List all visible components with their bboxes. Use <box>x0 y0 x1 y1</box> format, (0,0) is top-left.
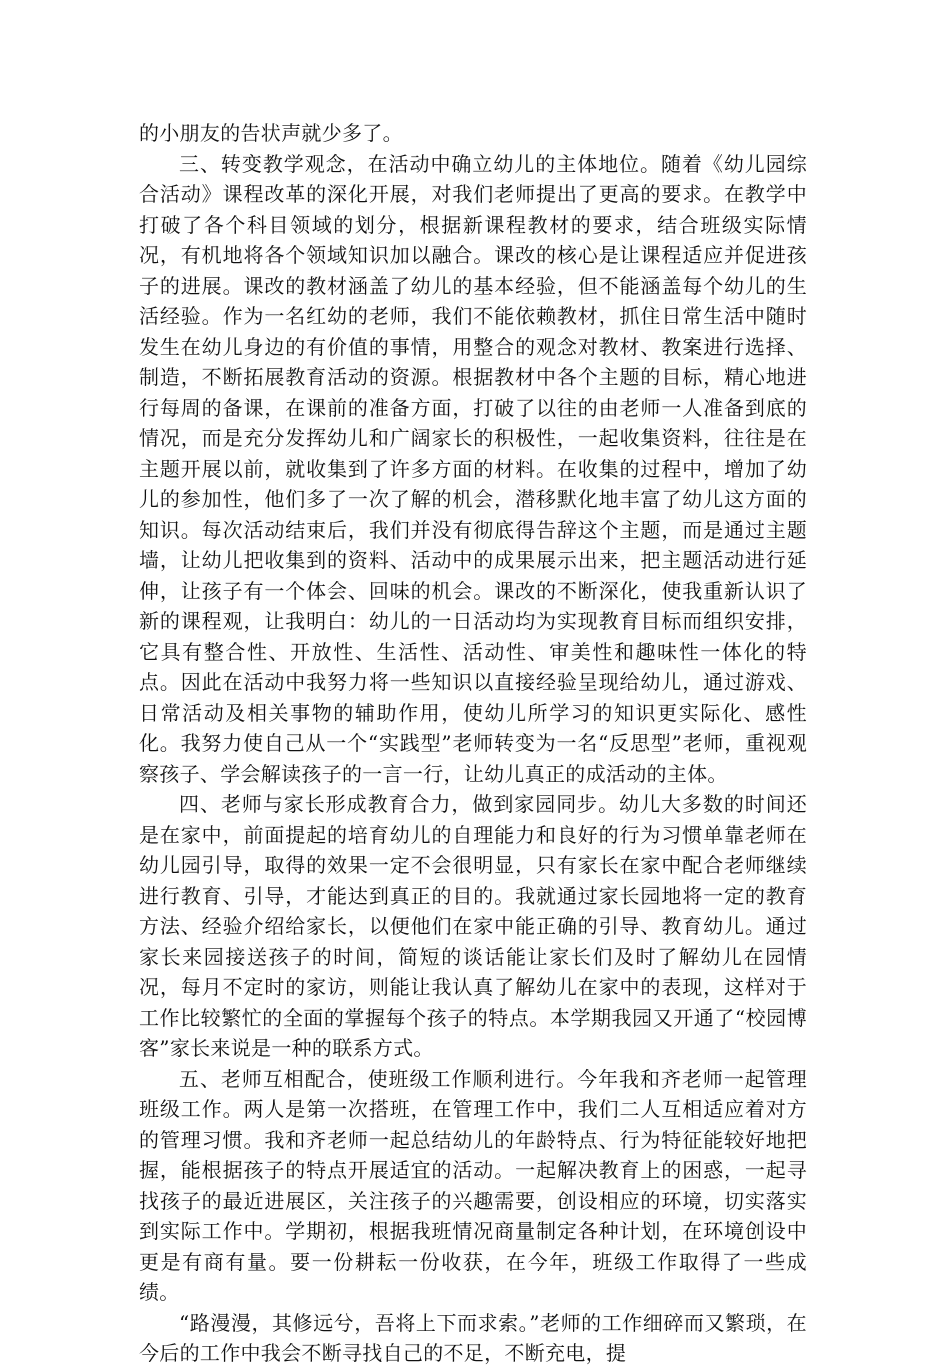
paragraph-closing: “路漫漫，其修远兮，吾将上下而求索。”老师的工作细碎而又繁琐，在今后的工作中我会不断寻找自己的不足，不断充电，提 <box>139 1310 807 1365</box>
document-body <box>139 118 807 1369</box>
paragraph-section-three: 三、转变教学观念，在活动中确立幼儿的主体地位。随着《幼儿园综合活动》课程改革的深化开展，对我们老师提出了更高的要求。在教学中打破了各个科目领域的划分，根据新课程教材的要求，结合班级实际情况，有机地将各个领域知识加以融合。课改的核心是让课程适应并促进孩子的进展。课改的教材涵盖了幼儿的基本经验，但不能涵盖每个幼儿的生活经验。作为一名红幼的老师，我们不能依赖教材，抓住日常生活中随时发生在幼儿身边的有价值的事情，用整合的观念对教材、教案进行选择、制造，不断拓展教育活动的资源。根据教材中各个主题的目标，精心地进行每周的备课，在课前的准备方面，打破了以往的由老师一人准备到底的情况，而是充分发挥幼儿和广阔家长的积极性，一起收集资料，往往是在主题开展以前，就收集到了许多方面的材料。在收集的过程中，增加了幼儿的参加性，他们多了一次了解的机会，潜移默化地丰富了幼儿这方面的知识。每次活动结束后，我们并没有彻底得告辞这个主题，而是通过主题墙，让幼儿把收集到的资料、活动中的成果展示出来，把主题活动进行延伸，让孩子有一个体会、回味的机会。课改的不断深化，使我重新认识了新的课程观，让我明白：幼儿的一日活动均为实现教育目标而组织安排，它具有整合性、开放性、生活性、活动性、审美性和趣味性一体化的特点。因此在活动中我努力将一些知识以直接经验呈现给幼儿，通过游戏、日常活动及相关事物的辅助作用，使幼儿所学习的知识更实际化、感性化。我努力使自己从一个“实践型”老师转变为一名“反思型”老师，重视观察孩子、学会解读孩子的一言一行，让幼儿真正的成活动的主体。 <box>139 151 807 786</box>
paragraph-section-four: 四、老师与家长形成教育合力，做到家园同步。幼儿大多数的时间还是在家中，前面提起的培育幼儿的自理能力和良好的行为习惯单靠老师在幼儿园引导，取得的效果一定不会很明显，只有家长在家中配合老师继续进行教育、引导，才能达到真正的目的。我就通过家长园地将一定的教育方法、经验介绍给家长，以便他们在家中能正确的引导、教育幼儿。通过家长来园接送孩子的时间，简短的谈话能让家长们及时了解幼儿在园情况，每月不定时的家访，则能让我认真了解幼儿在家中的表现，这样对于工作比较繁忙的全面的掌握每个孩子的特点。本学期我园又开通了“校园博客”家长来说是一种的联系方式。 <box>139 792 807 1060</box>
paragraph-continuation: 的小朋友的告状声就少多了。 <box>139 121 403 145</box>
paragraph-section-five: 五、老师互相配合，使班级工作顺利进行。今年我和齐老师一起管理班级工作。两人是第一次搭班，在管理工作中，我们二人互相适应着对方的管理习惯。我和齐老师一起总结幼儿的年龄特点、行为特征能较好地把握，能根据孩子的特点开展适宜的活动。一起解决教育上的困惑，一起寻找孩子的最近进展区，关注孩子的兴趣需要，创设相应的环境，切实落实到实际工作中。学期初，根据我班情况商量制定各种计划，在环境创设中更是有商有量。要一份耕耘一份收获，在今年，班级工作取得了一些成绩。 <box>139 1066 807 1304</box>
